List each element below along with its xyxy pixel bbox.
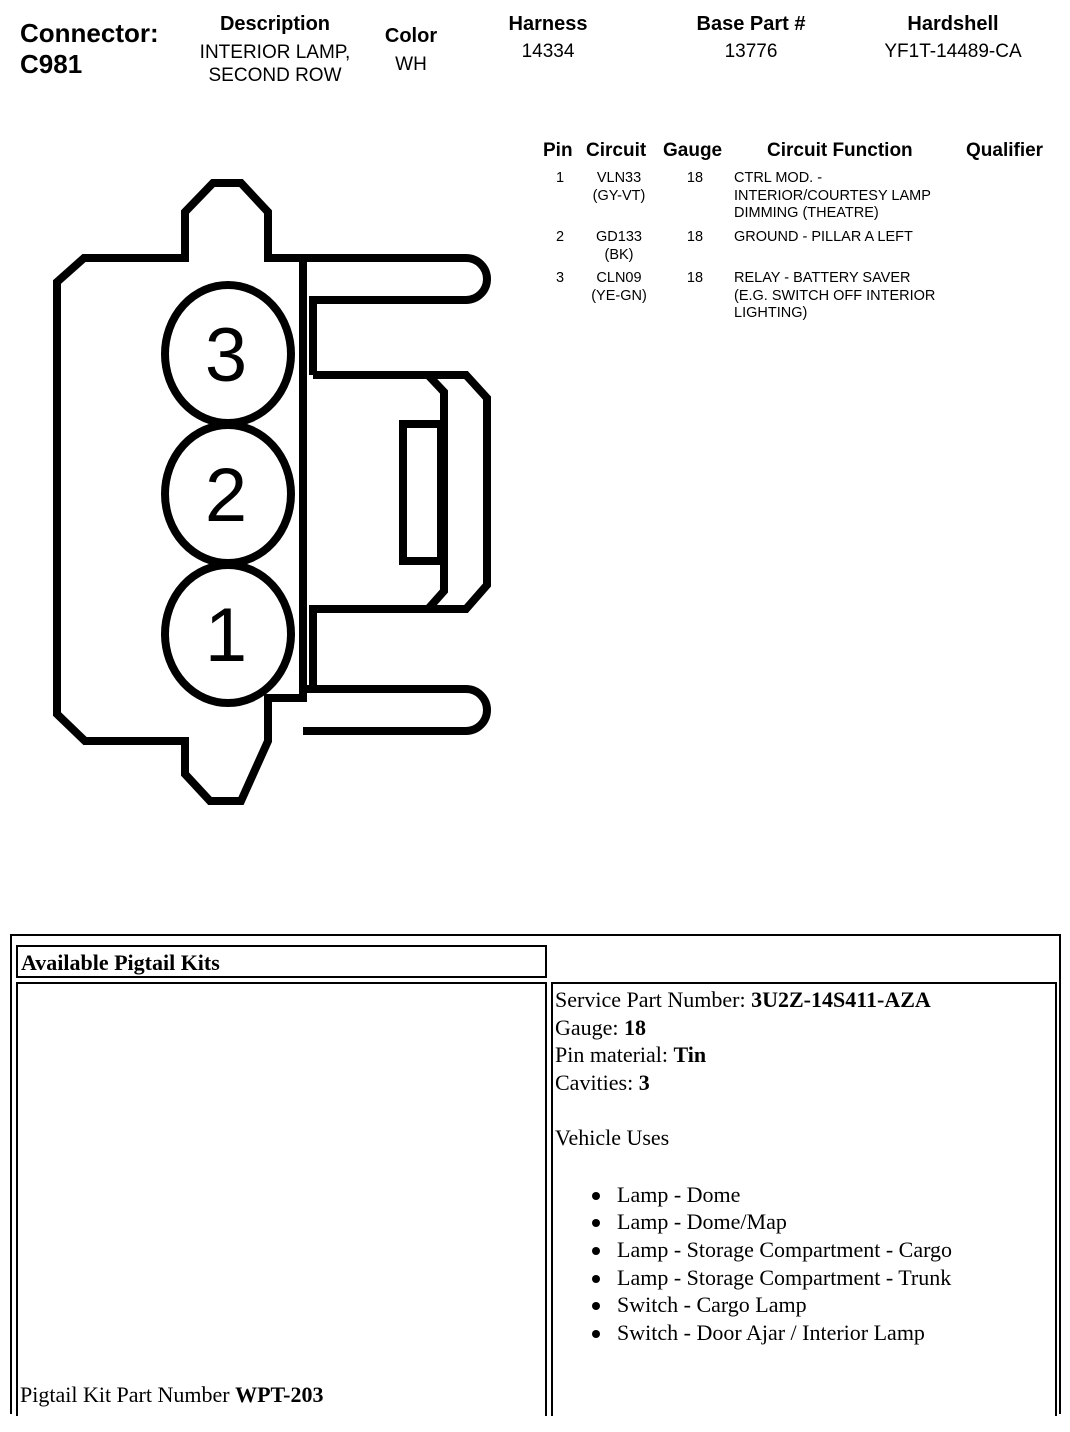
circuit-line: GD133 [596,229,642,245]
pigtail-image-cell [16,982,547,1416]
circuit-function [734,270,935,323]
function-line: INTERIOR/COURTESY LAMP [734,187,931,204]
harness-value: 14334 [521,41,575,62]
cavities-label: Cavities: [555,1070,639,1096]
function-line: RELAY - BATTERY SAVER [734,270,911,286]
gauge-line [555,1014,1053,1042]
circuit-line: (GY-VT) [592,187,646,204]
gauge-value: 18 [686,170,704,186]
list-item: Switch - Cargo Lamp [555,1291,1053,1319]
service-value: 3U2Z-14S411-AZA [751,987,931,1012]
function-line: LIGHTING) [734,305,808,321]
list-item: Lamp - Storage Compartment - Cargo [555,1236,1053,1264]
list-item: Lamp - Dome/Map [555,1208,1053,1236]
circuit-code [574,229,664,264]
function-line: GROUND - PILLAR A LEFT [734,229,913,245]
circuit-code [574,170,664,205]
color-value: WH [395,54,427,75]
latch-rib [428,375,487,609]
pin-label-3: 3 [204,313,248,398]
kit-label: Pigtail Kit Part Number [20,1382,236,1407]
gauge-label: Gauge: [555,1014,625,1040]
list-item: Lamp - Dome [555,1181,1053,1209]
function-line: (E.G. SWITCH OFF INTERIOR [734,287,936,304]
description-line: SECOND ROW [208,65,342,86]
pin-table-header-function: Circuit Function [767,140,913,161]
circuit-function [734,170,931,223]
hardshell-header: Hardshell [907,13,999,35]
pin-material-label: Pin material: [555,1042,674,1068]
color-header: Color [384,25,438,47]
circuit-line: CLN09 [596,270,642,286]
description-header: Description [219,13,331,35]
connector-label: Connector: [20,18,159,48]
pin-table-header-gauge: Gauge [663,140,723,161]
connector-housing-outline [57,183,303,801]
circuit-line: (BK) [604,246,634,263]
hardshell-column [862,13,1044,63]
kit-value: WPT-203 [235,1382,324,1407]
lower-latch [303,689,487,731]
circuit-function [734,229,913,247]
description-line: INTERIOR LAMP, [199,42,351,63]
list-item: Lamp - Storage Compartment - Trunk [555,1264,1053,1292]
pin-table-header-qualifier: Qualifier [966,140,1044,161]
connector-id: C981 [20,49,83,79]
pin-material-line [555,1041,1053,1069]
pin-material-value: Tin [673,1042,707,1068]
pin-label-1: 1 [204,593,248,678]
upper-latch [303,258,487,375]
service-label: Service Part Number: [555,987,752,1012]
vehicle-uses-heading: Vehicle Uses [555,1124,670,1150]
connector-face-diagram [0,0,540,820]
gauge-value: 18 [686,270,704,286]
hardshell-value: YF1T-14489-CA [884,41,1022,62]
cavities-line [555,1069,1053,1097]
harness-header: Harness [508,13,588,35]
function-line: CTRL MOD. - [734,170,823,186]
base-part-column [680,13,822,63]
pin-label-2: 2 [204,453,248,538]
list-item: Switch - Door Ajar / Interior Lamp [555,1319,1053,1347]
pin-table-header-pin: Pin [543,140,573,161]
service-part-number [555,986,1053,1014]
pin-number: 3 [555,270,565,286]
pin-table-header-circuit: Circuit [586,140,647,161]
pigtail-details-cell [551,982,1057,1416]
base-part-value: 13776 [724,41,778,62]
vehicle-uses-list [555,1181,1053,1347]
base-part-header: Base Part # [696,13,806,35]
locking-tab [403,424,441,561]
pin-number: 2 [555,229,565,245]
pigtail-kit-part-number [20,1381,324,1409]
function-line: DIMMING (THEATRE) [734,205,879,221]
circuit-line: (YE-GN) [591,287,647,304]
gauge-value: 18 [686,229,704,245]
pigtail-heading-cell [16,945,547,978]
pin-number: 1 [555,170,565,186]
cavities-value: 3 [638,1070,650,1096]
gauge-detail-value: 18 [624,1014,647,1040]
circuit-code [574,270,664,305]
circuit-line: VLN33 [596,170,642,186]
pigtail-heading: Available Pigtail Kits [21,950,220,975]
